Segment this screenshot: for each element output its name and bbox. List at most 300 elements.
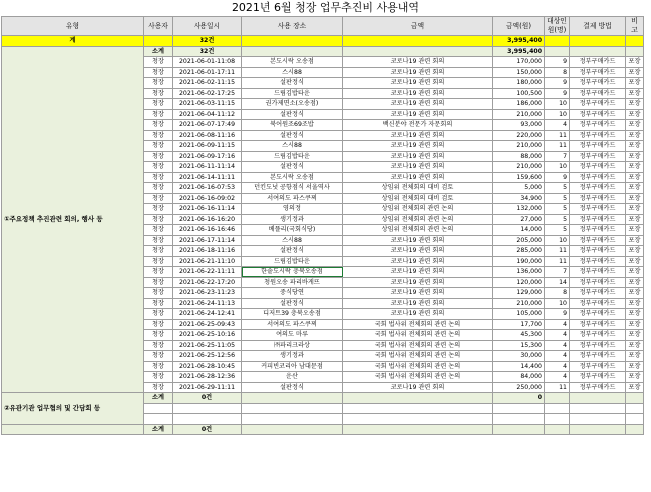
cell-amount[interactable]: 186,000	[493, 99, 545, 110]
cell-people[interactable]: 9	[545, 78, 570, 89]
cell-method[interactable]: 정부구매카드	[570, 99, 626, 110]
cell-datetime[interactable]: 2021-06-28-10:45	[173, 361, 242, 372]
cell-people[interactable]: 4	[545, 351, 570, 362]
cell[interactable]	[144, 403, 173, 414]
group3-category[interactable]	[2, 424, 144, 435]
cell-amount[interactable]: 250,000	[493, 382, 545, 393]
cell-purpose[interactable]: 코로나19 관련 회의	[343, 298, 493, 309]
cell-people[interactable]: 4	[545, 361, 570, 372]
cell-people[interactable]: 10	[545, 99, 570, 110]
cell-method[interactable]: 정부구매카드	[570, 88, 626, 99]
cell[interactable]	[545, 393, 570, 404]
cell-datetime[interactable]: 2021-06-23-11:23	[173, 288, 242, 299]
cell-user[interactable]: 청장	[144, 57, 173, 68]
cell-datetime[interactable]: 2021-06-11-11:14	[173, 162, 242, 173]
cell-amount[interactable]: 84,000	[493, 372, 545, 383]
cell-user[interactable]: 청장	[144, 99, 173, 110]
cell-amount[interactable]: 150,000	[493, 67, 545, 78]
cell-purpose[interactable]: 국회 법사위 전체회의 관련 논의	[343, 330, 493, 341]
cell-datetime[interactable]: 2021-06-02-17:25	[173, 88, 242, 99]
group1-subtotal-amount[interactable]: 3,995,400	[493, 46, 545, 57]
cell-amount[interactable]: 210,000	[493, 298, 545, 309]
cell-method[interactable]: 정부구매카드	[570, 151, 626, 162]
cell-user[interactable]: 청장	[144, 309, 173, 320]
cell-method[interactable]: 정부구매카드	[570, 204, 626, 215]
cell-note[interactable]: 포장	[626, 288, 644, 299]
cell-note[interactable]: 포장	[626, 141, 644, 152]
cell-people[interactable]: 8	[545, 288, 570, 299]
cell-amount[interactable]: 93,000	[493, 120, 545, 131]
cell-datetime[interactable]: 2021-06-21-11:10	[173, 256, 242, 267]
cell-purpose[interactable]: 코로나19 관련 회의	[343, 99, 493, 110]
cell-user[interactable]: 청장	[144, 172, 173, 183]
cell-place[interactable]: 드림김밥타운	[242, 256, 343, 267]
cell-purpose[interactable]: 코로나19 관련 회의	[343, 172, 493, 183]
group1-category[interactable]: ①주요정책 추진관련 회의, 행사 등	[2, 46, 144, 393]
cell-amount[interactable]: 129,000	[493, 288, 545, 299]
cell-place[interactable]: 영의정	[242, 204, 343, 215]
cell-amount[interactable]: 210,000	[493, 141, 545, 152]
cell[interactable]	[343, 403, 493, 414]
cell[interactable]	[570, 414, 626, 425]
cell-note[interactable]: 포장	[626, 204, 644, 215]
cell-people[interactable]: 10	[545, 235, 570, 246]
cell-amount[interactable]: 205,000	[493, 235, 545, 246]
cell-people[interactable]: 5	[545, 225, 570, 236]
cell-method[interactable]: 정부구매카드	[570, 288, 626, 299]
cell-note[interactable]: 포장	[626, 330, 644, 341]
cell-note[interactable]: 포장	[626, 340, 644, 351]
cell-method[interactable]: 정부구매카드	[570, 78, 626, 89]
cell-place[interactable]: 설판정식	[242, 78, 343, 89]
cell[interactable]	[570, 36, 626, 47]
cell-people[interactable]: 7	[545, 151, 570, 162]
cell-people[interactable]: 4	[545, 319, 570, 330]
cell-people[interactable]: 11	[545, 382, 570, 393]
cell-note[interactable]: 포장	[626, 235, 644, 246]
cell-datetime[interactable]: 2021-06-25-10:16	[173, 330, 242, 341]
cell-user[interactable]: 청장	[144, 267, 173, 278]
cell-datetime[interactable]: 2021-06-04-11:12	[173, 109, 242, 120]
cell[interactable]	[570, 46, 626, 57]
cell[interactable]	[545, 46, 570, 57]
cell-user[interactable]: 청장	[144, 288, 173, 299]
cell-user[interactable]: 청장	[144, 193, 173, 204]
cell-note[interactable]: 포장	[626, 214, 644, 225]
cell-datetime[interactable]: 2021-06-07-17:49	[173, 120, 242, 131]
cell[interactable]	[242, 36, 343, 47]
cell-note[interactable]: 포장	[626, 309, 644, 320]
group2-subtotal-amount[interactable]: 0	[493, 393, 545, 404]
header-user[interactable]: 사용자	[144, 17, 173, 36]
cell-purpose[interactable]: 코로나19 관련 회의	[343, 57, 493, 68]
cell-people[interactable]: 10	[545, 298, 570, 309]
cell-place[interactable]: 설판정식	[242, 382, 343, 393]
cell-method[interactable]: 정부구매카드	[570, 214, 626, 225]
header-datetime[interactable]: 사용일시	[173, 17, 242, 36]
cell-user[interactable]: 청장	[144, 204, 173, 215]
cell-place[interactable]: 설판정식	[242, 162, 343, 173]
cell[interactable]	[343, 393, 493, 404]
cell[interactable]	[626, 46, 644, 57]
cell-people[interactable]: 5	[545, 183, 570, 194]
cell-place[interactable]: 드림김밥타운	[242, 151, 343, 162]
cell-user[interactable]: 청장	[144, 372, 173, 383]
cell-purpose[interactable]: 상임위 전체회의 관련 논의	[343, 214, 493, 225]
cell-method[interactable]: 정부구매카드	[570, 120, 626, 131]
cell-purpose[interactable]: 상임위 전체회의 관련 논의	[343, 225, 493, 236]
cell-place[interactable]: 한솥도시락 충북오송점	[242, 267, 343, 278]
cell-user[interactable]: 청장	[144, 319, 173, 330]
header-note[interactable]: 비고	[626, 17, 644, 36]
cell-user[interactable]: 청장	[144, 162, 173, 173]
cell-user[interactable]: 청장	[144, 298, 173, 309]
cell-amount[interactable]: 210,000	[493, 162, 545, 173]
header-amount[interactable]: 금액(원)	[493, 17, 545, 36]
cell-datetime[interactable]: 2021-06-01-11:08	[173, 57, 242, 68]
cell-datetime[interactable]: 2021-06-16-07:53	[173, 183, 242, 194]
cell-amount[interactable]: 105,000	[493, 309, 545, 320]
cell-note[interactable]: 포장	[626, 57, 644, 68]
cell[interactable]	[570, 393, 626, 404]
cell-method[interactable]: 정부구매카드	[570, 277, 626, 288]
cell-people[interactable]: 10	[545, 162, 570, 173]
cell-datetime[interactable]: 2021-06-24-12:41	[173, 309, 242, 320]
cell-note[interactable]: 포장	[626, 277, 644, 288]
cell-method[interactable]: 정부구매카드	[570, 351, 626, 362]
cell-place[interactable]: 설판정식	[242, 109, 343, 120]
cell[interactable]	[626, 424, 644, 435]
cell-people[interactable]: 9	[545, 88, 570, 99]
cell-people[interactable]: 14	[545, 277, 570, 288]
cell-method[interactable]: 정부구매카드	[570, 382, 626, 393]
cell-user[interactable]: 청장	[144, 109, 173, 120]
cell[interactable]	[144, 414, 173, 425]
cell-amount[interactable]: 190,000	[493, 256, 545, 267]
cell-user[interactable]: 청장	[144, 141, 173, 152]
cell-datetime[interactable]: 2021-06-08-11:16	[173, 130, 242, 141]
cell-purpose[interactable]: 코로나19 관련 회의	[343, 288, 493, 299]
cell-method[interactable]: 정부구매카드	[570, 267, 626, 278]
cell-place[interactable]: 본도시락 오송점	[242, 172, 343, 183]
cell-note[interactable]: 포장	[626, 267, 644, 278]
cell[interactable]	[493, 424, 545, 435]
cell-amount[interactable]: 5,000	[493, 183, 545, 194]
cell-note[interactable]: 포장	[626, 372, 644, 383]
cell[interactable]	[242, 424, 343, 435]
cell-datetime[interactable]: 2021-06-01-17:11	[173, 67, 242, 78]
cell[interactable]	[626, 414, 644, 425]
header-type[interactable]: 유형	[2, 17, 144, 36]
cell-datetime[interactable]: 2021-06-25-12:56	[173, 351, 242, 362]
cell[interactable]	[545, 36, 570, 47]
cell-datetime[interactable]: 2021-06-28-12:36	[173, 372, 242, 383]
cell-purpose[interactable]: 국회 법사위 전체회의 관련 논의	[343, 340, 493, 351]
header-place[interactable]: 사용 장소	[242, 17, 343, 36]
cell[interactable]	[144, 36, 173, 47]
cell-purpose[interactable]: 코로나19 관련 회의	[343, 246, 493, 257]
cell-amount[interactable]: 120,000	[493, 277, 545, 288]
cell-method[interactable]: 정부구매카드	[570, 340, 626, 351]
cell-purpose[interactable]: 국회 법사위 전체회의 관련 논의	[343, 319, 493, 330]
cell-people[interactable]: 5	[545, 193, 570, 204]
cell-place[interactable]: 베플리(국회식당)	[242, 225, 343, 236]
cell-purpose[interactable]: 상임위 전체회의 대비 검토	[343, 193, 493, 204]
cell-purpose[interactable]: 코로나19 관련 회의	[343, 141, 493, 152]
cell-note[interactable]: 포장	[626, 88, 644, 99]
cell-method[interactable]: 정부구매카드	[570, 309, 626, 320]
cell-purpose[interactable]: 상임위 전체회의 대비 검토	[343, 183, 493, 194]
cell-datetime[interactable]: 2021-06-22-11:11	[173, 267, 242, 278]
cell[interactable]	[343, 46, 493, 57]
cell-amount[interactable]: 30,000	[493, 351, 545, 362]
cell[interactable]	[343, 424, 493, 435]
cell-note[interactable]: 포장	[626, 162, 644, 173]
cell-purpose[interactable]: 백신분야 전문가 자문회의	[343, 120, 493, 131]
cell-purpose[interactable]: 코로나19 관련 회의	[343, 151, 493, 162]
cell-datetime[interactable]: 2021-06-29-11:11	[173, 382, 242, 393]
cell-place[interactable]: 스시88	[242, 235, 343, 246]
cell-purpose[interactable]: 코로나19 관련 회의	[343, 109, 493, 120]
cell[interactable]	[626, 403, 644, 414]
cell-method[interactable]: 정부구매카드	[570, 172, 626, 183]
cell-amount[interactable]: 45,300	[493, 330, 545, 341]
cell-amount[interactable]: 14,400	[493, 361, 545, 372]
group1-subtotal-count[interactable]: 32건	[173, 46, 242, 57]
cell[interactable]	[570, 403, 626, 414]
cell-place[interactable]: 설판정식	[242, 246, 343, 257]
cell-people[interactable]: 7	[545, 267, 570, 278]
cell-datetime[interactable]: 2021-06-17-11:14	[173, 235, 242, 246]
cell-place[interactable]: 서여의도 파스쿠찌	[242, 193, 343, 204]
cell-place[interactable]: 디저트39 충북오송점	[242, 309, 343, 320]
total-label[interactable]: 계	[2, 36, 144, 47]
cell-place[interactable]: 드림김밥타운	[242, 88, 343, 99]
cell-user[interactable]: 청장	[144, 351, 173, 362]
cell-place[interactable]: 커피빈코리아 남대문점	[242, 361, 343, 372]
cell-purpose[interactable]: 국회 법사위 전체회의 관련 논의	[343, 361, 493, 372]
cell-datetime[interactable]: 2021-06-03-11:15	[173, 99, 242, 110]
cell-amount[interactable]: 15,300	[493, 340, 545, 351]
cell[interactable]	[626, 393, 644, 404]
cell-note[interactable]: 포장	[626, 246, 644, 257]
cell-purpose[interactable]: 코로나19 관련 회의	[343, 235, 493, 246]
cell-amount[interactable]: 159,600	[493, 172, 545, 183]
cell-note[interactable]: 포장	[626, 67, 644, 78]
cell[interactable]	[545, 403, 570, 414]
cell-purpose[interactable]: 코로나19 관련 회의	[343, 309, 493, 320]
cell-datetime[interactable]: 2021-06-18-11:16	[173, 246, 242, 257]
cell[interactable]	[242, 393, 343, 404]
group2-subtotal-label[interactable]: 소계	[144, 393, 173, 404]
cell-purpose[interactable]: 코로나19 관련 회의	[343, 88, 493, 99]
cell-amount[interactable]: 170,000	[493, 57, 545, 68]
cell-datetime[interactable]: 2021-06-09-11:15	[173, 141, 242, 152]
cell-place[interactable]: 여의도 마루	[242, 330, 343, 341]
cell[interactable]	[626, 36, 644, 47]
cell-method[interactable]: 정부구매카드	[570, 57, 626, 68]
cell-people[interactable]: 10	[545, 109, 570, 120]
cell-method[interactable]: 정부구매카드	[570, 183, 626, 194]
cell-amount[interactable]: 180,000	[493, 78, 545, 89]
cell-people[interactable]: 5	[545, 204, 570, 215]
group2-category[interactable]: ②유관기관 업무협의 및 간담회 등	[2, 393, 144, 425]
cell-note[interactable]: 포장	[626, 99, 644, 110]
cell-datetime[interactable]: 2021-06-09-17:16	[173, 151, 242, 162]
cell[interactable]	[173, 403, 242, 414]
cell-user[interactable]: 청장	[144, 214, 173, 225]
cell[interactable]	[173, 414, 242, 425]
cell-amount[interactable]: 220,000	[493, 130, 545, 141]
cell[interactable]	[570, 424, 626, 435]
cell-place[interactable]: 중식당연	[242, 288, 343, 299]
cell-user[interactable]: 청장	[144, 225, 173, 236]
cell-datetime[interactable]: 2021-06-16-09:02	[173, 193, 242, 204]
cell-people[interactable]: 11	[545, 256, 570, 267]
cell-purpose[interactable]: 국회 법사위 전체회의 관련 논의	[343, 351, 493, 362]
cell-amount[interactable]: 132,000	[493, 204, 545, 215]
cell-note[interactable]: 포장	[626, 78, 644, 89]
cell-purpose[interactable]: 코로나19 관련 회의	[343, 267, 493, 278]
cell[interactable]	[343, 36, 493, 47]
cell-people[interactable]: 9	[545, 57, 570, 68]
cell-place[interactable]: 스시88	[242, 141, 343, 152]
cell-method[interactable]: 정부구매카드	[570, 67, 626, 78]
cell[interactable]	[242, 46, 343, 57]
total-amount[interactable]: 3,995,400	[493, 36, 545, 47]
cell-place[interactable]: ㈜파리크라상	[242, 340, 343, 351]
cell-method[interactable]: 정부구매카드	[570, 162, 626, 173]
cell-people[interactable]: 9	[545, 309, 570, 320]
cell-purpose[interactable]: 코로나19 관련 회의	[343, 382, 493, 393]
cell-user[interactable]: 청장	[144, 120, 173, 131]
cell-datetime[interactable]: 2021-06-22-17:20	[173, 277, 242, 288]
cell-place[interactable]: 북어원조69조밥	[242, 120, 343, 131]
cell-user[interactable]: 청장	[144, 130, 173, 141]
cell-note[interactable]: 포장	[626, 151, 644, 162]
cell-method[interactable]: 정부구매카드	[570, 235, 626, 246]
cell-amount[interactable]: 136,000	[493, 267, 545, 278]
cell-note[interactable]: 포장	[626, 172, 644, 183]
cell-method[interactable]: 정부구매카드	[570, 141, 626, 152]
cell-note[interactable]: 포장	[626, 225, 644, 236]
cell-user[interactable]: 청장	[144, 235, 173, 246]
cell-amount[interactable]: 100,500	[493, 88, 545, 99]
cell-purpose[interactable]: 코로나19 관련 회의	[343, 162, 493, 173]
cell-place[interactable]: 스시88	[242, 67, 343, 78]
cell[interactable]	[493, 414, 545, 425]
cell-method[interactable]: 정부구매카드	[570, 193, 626, 204]
cell-purpose[interactable]: 코로나19 관련 회의	[343, 78, 493, 89]
cell-amount[interactable]: 17,700	[493, 319, 545, 330]
cell-user[interactable]: 청장	[144, 88, 173, 99]
cell-note[interactable]: 포장	[626, 193, 644, 204]
cell-people[interactable]: 8	[545, 67, 570, 78]
cell-note[interactable]: 포장	[626, 361, 644, 372]
cell-datetime[interactable]: 2021-06-25-09:43	[173, 319, 242, 330]
group3-subtotal-count[interactable]: 0건	[173, 424, 242, 435]
cell-amount[interactable]: 210,000	[493, 109, 545, 120]
cell[interactable]	[493, 403, 545, 414]
cell-purpose[interactable]: 국회 법사위 전체회의 관련 논의	[343, 372, 493, 383]
cell-user[interactable]: 청장	[144, 67, 173, 78]
cell-purpose[interactable]: 상임위 전체회의 관련 논의	[343, 204, 493, 215]
cell-people[interactable]: 4	[545, 372, 570, 383]
group3-subtotal-label[interactable]: 소계	[144, 424, 173, 435]
cell-people[interactable]: 11	[545, 141, 570, 152]
cell-place[interactable]: 청원오송 파리바게뜨	[242, 277, 343, 288]
cell-method[interactable]: 정부구매카드	[570, 130, 626, 141]
cell-amount[interactable]: 27,000	[493, 214, 545, 225]
cell-amount[interactable]: 14,000	[493, 225, 545, 236]
cell-amount[interactable]: 285,000	[493, 246, 545, 257]
cell-note[interactable]: 포장	[626, 130, 644, 141]
cell-amount[interactable]: 88,000	[493, 151, 545, 162]
cell-people[interactable]: 11	[545, 130, 570, 141]
cell-purpose[interactable]: 코로나19 관련 회의	[343, 277, 493, 288]
group2-subtotal-count[interactable]: 0건	[173, 393, 242, 404]
cell-place[interactable]: 던킨도넛 공항점식 서울역사	[242, 183, 343, 194]
cell-method[interactable]: 정부구매카드	[570, 109, 626, 120]
cell-note[interactable]: 포장	[626, 256, 644, 267]
cell[interactable]	[242, 414, 343, 425]
cell[interactable]	[242, 403, 343, 414]
cell-place[interactable]: 생기정과	[242, 214, 343, 225]
cell-user[interactable]: 청장	[144, 183, 173, 194]
cell-user[interactable]: 청장	[144, 277, 173, 288]
cell-user[interactable]: 청장	[144, 246, 173, 257]
cell-people[interactable]: 11	[545, 246, 570, 257]
cell-note[interactable]: 포장	[626, 382, 644, 393]
cell-place[interactable]: 서여의도 파스쿠찌	[242, 319, 343, 330]
cell[interactable]	[343, 414, 493, 425]
cell-user[interactable]: 청장	[144, 382, 173, 393]
cell-place[interactable]: 본도시락 오송점	[242, 57, 343, 68]
cell-method[interactable]: 정부구매카드	[570, 256, 626, 267]
cell-purpose[interactable]: 코로나19 관련 회의	[343, 67, 493, 78]
cell-method[interactable]: 정부구매카드	[570, 372, 626, 383]
cell-datetime[interactable]: 2021-06-02-11:15	[173, 78, 242, 89]
cell-user[interactable]: 청장	[144, 256, 173, 267]
cell-purpose[interactable]: 코로나19 관련 회의	[343, 130, 493, 141]
cell-note[interactable]: 포장	[626, 109, 644, 120]
cell-user[interactable]: 청장	[144, 78, 173, 89]
cell-method[interactable]: 정부구매카드	[570, 330, 626, 341]
header-people[interactable]: 대상인원(명)	[545, 17, 570, 36]
cell-datetime[interactable]: 2021-06-25-11:05	[173, 340, 242, 351]
cell-user[interactable]: 청장	[144, 361, 173, 372]
cell-place[interactable]: 설판정식	[242, 298, 343, 309]
cell-people[interactable]: 4	[545, 340, 570, 351]
cell-method[interactable]: 정부구매카드	[570, 225, 626, 236]
cell-datetime[interactable]: 2021-06-16-11:14	[173, 204, 242, 215]
cell-datetime[interactable]: 2021-06-24-11:13	[173, 298, 242, 309]
cell-method[interactable]: 정부구매카드	[570, 298, 626, 309]
cell-datetime[interactable]: 2021-06-16-16:46	[173, 225, 242, 236]
cell-people[interactable]: 9	[545, 172, 570, 183]
header-amount-desc[interactable]: 금액	[343, 17, 493, 36]
group1-subtotal-label[interactable]: 소계	[144, 46, 173, 57]
cell-method[interactable]: 정부구매카드	[570, 319, 626, 330]
cell[interactable]	[545, 424, 570, 435]
cell-datetime[interactable]: 2021-06-14-11:11	[173, 172, 242, 183]
cell-method[interactable]: 정부구매카드	[570, 361, 626, 372]
cell-datetime[interactable]: 2021-06-16-16:20	[173, 214, 242, 225]
cell-people[interactable]: 4	[545, 330, 570, 341]
total-count[interactable]: 32건	[173, 36, 242, 47]
cell-place[interactable]: 설판정식	[242, 130, 343, 141]
header-method[interactable]: 결제 방법	[570, 17, 626, 36]
